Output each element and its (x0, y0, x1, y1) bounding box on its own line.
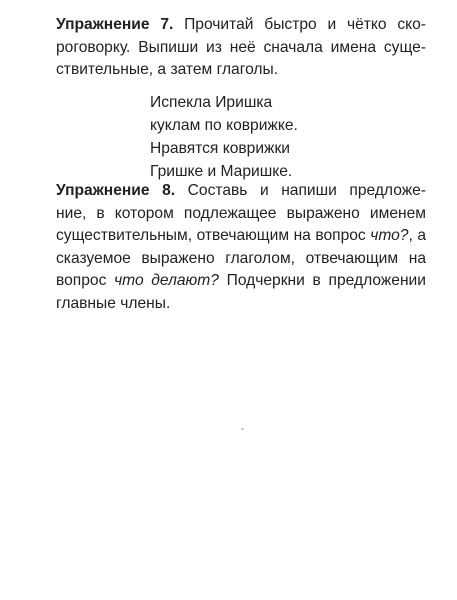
tongue-twister-line: куклам по коврижке. (150, 117, 298, 134)
exercise-8-text-1: Составь и напиши предложе- (175, 182, 426, 199)
tongue-twister (150, 91, 298, 183)
scan-speck (241, 428, 244, 430)
exercise-8-line-3 (56, 225, 426, 248)
exercise-8-line-1 (56, 180, 426, 203)
exercise-7-line-3: ствительные, а затем глаголы. (56, 61, 279, 78)
question-what: что? (370, 227, 409, 244)
exercise-8-text-5a: вопрос (56, 272, 115, 289)
exercise-8-line-6: главные члены. (56, 294, 171, 312)
question-what-do: что делают? (114, 272, 219, 289)
exercise-7-text-1: Прочитай быстро и чётко ско- (173, 16, 426, 33)
exercise-8-line-5 (56, 270, 426, 293)
exercise-7-line-1 (56, 14, 426, 37)
tongue-twister-line: Гришке и Маришке. (150, 163, 293, 180)
exercise-8-text-3a: существительным, отвечающим на вопрос (56, 227, 371, 244)
tongue-twister-line: Нравятся коврижки (150, 140, 291, 157)
exercise-7-title: Упражнение 7. (56, 16, 174, 33)
tongue-twister-line: Испекла Иришка (150, 94, 273, 111)
exercise-8-line-4: сказуемое выражено глаголом, отвечающим на (56, 249, 426, 267)
exercise-7 (56, 14, 426, 82)
exercise-8 (56, 180, 426, 315)
exercise-8-title: Упражнение 8. (56, 182, 176, 199)
exercise-7-line-2: роговорку. Выпиши из неё сначала имена суще- (56, 38, 426, 56)
exercise-8-line-2: ние, в котором подлежащее выражено именем (56, 204, 426, 222)
exercise-8-text-3b: , а (408, 227, 426, 244)
exercise-8-text-5b: Подчеркни в предложении (218, 272, 426, 289)
